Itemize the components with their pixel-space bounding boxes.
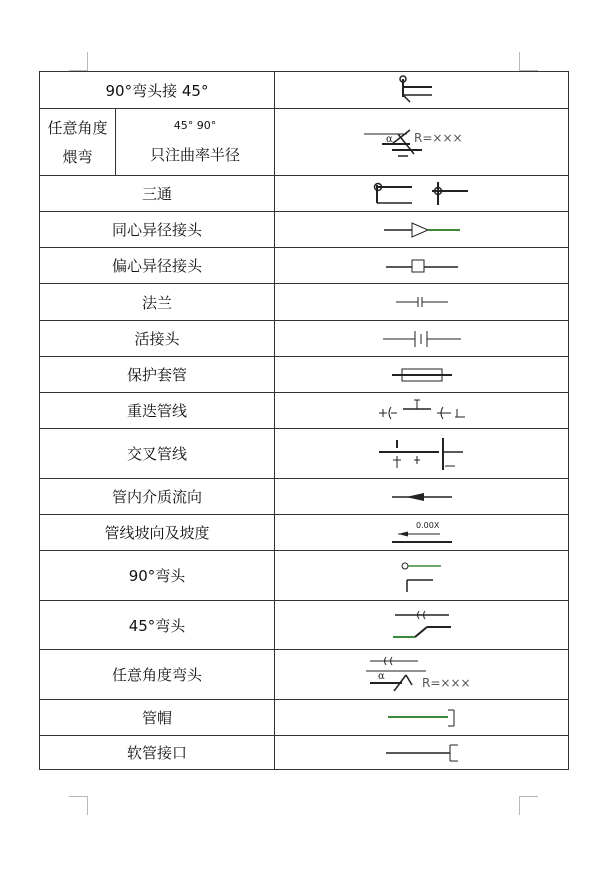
symbol-cell: [275, 176, 569, 212]
slope-icon: [390, 519, 454, 547]
symbol-name: 管帽: [40, 700, 275, 736]
slope-label: 0.00X: [415, 520, 439, 530]
elbow-90-to-45-icon: [392, 73, 452, 107]
symbol-cell: [275, 479, 569, 515]
symbol-name-split: [40, 109, 275, 176]
table-row: [40, 248, 569, 284]
table-row: [40, 601, 569, 650]
symbol-name: 保护套管: [40, 357, 275, 393]
table-row: [40, 72, 569, 109]
symbol-name: 法兰: [40, 284, 275, 321]
pipe-symbol-table: [39, 71, 569, 770]
concentric-reducer-icon: [382, 220, 462, 240]
symbol-name: 三通: [40, 176, 275, 212]
symbol-cell: [275, 357, 569, 393]
table-row: [40, 700, 569, 736]
table-row: [40, 650, 569, 700]
union-icon: [381, 328, 463, 350]
symbol-cell: [275, 700, 569, 736]
symbol-name: 管线坡向及坡度: [40, 515, 275, 551]
name-note: 只注曲率半径: [149, 146, 240, 164]
table-row: [40, 212, 569, 248]
table-row: [40, 736, 569, 770]
symbol-cell: [275, 321, 569, 357]
tee-icon: [372, 179, 472, 209]
symbol-name: 90°弯头: [40, 551, 275, 601]
radius-label: R=×××: [421, 675, 471, 690]
symbol-name: 同心异径接头: [40, 212, 275, 248]
symbol-name: 活接头: [40, 321, 275, 357]
radius-label: R=×××: [413, 131, 463, 145]
protective-sleeve-icon: [390, 366, 454, 384]
corner-mark-top-right: [519, 52, 538, 71]
symbol-cell: [275, 650, 569, 700]
corner-mark-bottom-left: [69, 796, 88, 815]
flow-direction-icon: [390, 490, 454, 504]
symbol-cell: [275, 212, 569, 248]
table-row: [40, 284, 569, 321]
symbol-cell: [275, 72, 569, 109]
corner-mark-top-left: [69, 52, 88, 71]
table-row: [40, 109, 569, 176]
symbol-cell: [275, 515, 569, 551]
table-row: [40, 357, 569, 393]
symbol-name: 45°弯头: [40, 601, 275, 650]
flange-icon: [394, 294, 450, 310]
symbol-name: 任意角度弯头: [40, 650, 275, 700]
name-part: 任意角度: [47, 119, 108, 137]
table-row: [40, 321, 569, 357]
table-row: [40, 393, 569, 429]
symbol-cell: [275, 429, 569, 479]
elbow-any-angle-icon: [364, 655, 480, 695]
table-row: [40, 515, 569, 551]
name-part: 煨弯: [62, 148, 93, 166]
elbow-45-icon: [389, 607, 455, 643]
table-row: [40, 176, 569, 212]
alpha-label: α: [377, 670, 385, 682]
pipe-cap-icon: [386, 707, 458, 729]
table-row: [40, 429, 569, 479]
name-angles: 45° 90°: [173, 119, 217, 132]
table-row: [40, 479, 569, 515]
eccentric-reducer-icon: [384, 256, 460, 276]
bend-any-angle-icon: [362, 120, 482, 164]
elbow-90-icon: [397, 558, 447, 594]
symbol-cell: [275, 736, 569, 770]
symbol-cell: [275, 551, 569, 601]
symbol-name: 偏心异径接头: [40, 248, 275, 284]
symbol-name: 90°弯头接 45°: [40, 72, 275, 109]
table-row: [40, 551, 569, 601]
symbol-cell: [275, 248, 569, 284]
symbol-name: 交叉管线: [40, 429, 275, 479]
symbol-cell: [275, 393, 569, 429]
symbol-cell: [275, 109, 569, 176]
hose-connection-icon: [384, 742, 460, 764]
symbol-cell: [275, 601, 569, 650]
crossing-pipes-icon: [377, 434, 467, 474]
symbol-name: 管内介质流向: [40, 479, 275, 515]
overlapping-pipes-icon: [377, 397, 467, 425]
corner-mark-bottom-right: [519, 796, 538, 815]
symbol-name: 软管接口: [40, 736, 275, 770]
alpha-label: α: [385, 134, 393, 145]
symbol-name: 重迭管线: [40, 393, 275, 429]
symbol-cell: [275, 284, 569, 321]
